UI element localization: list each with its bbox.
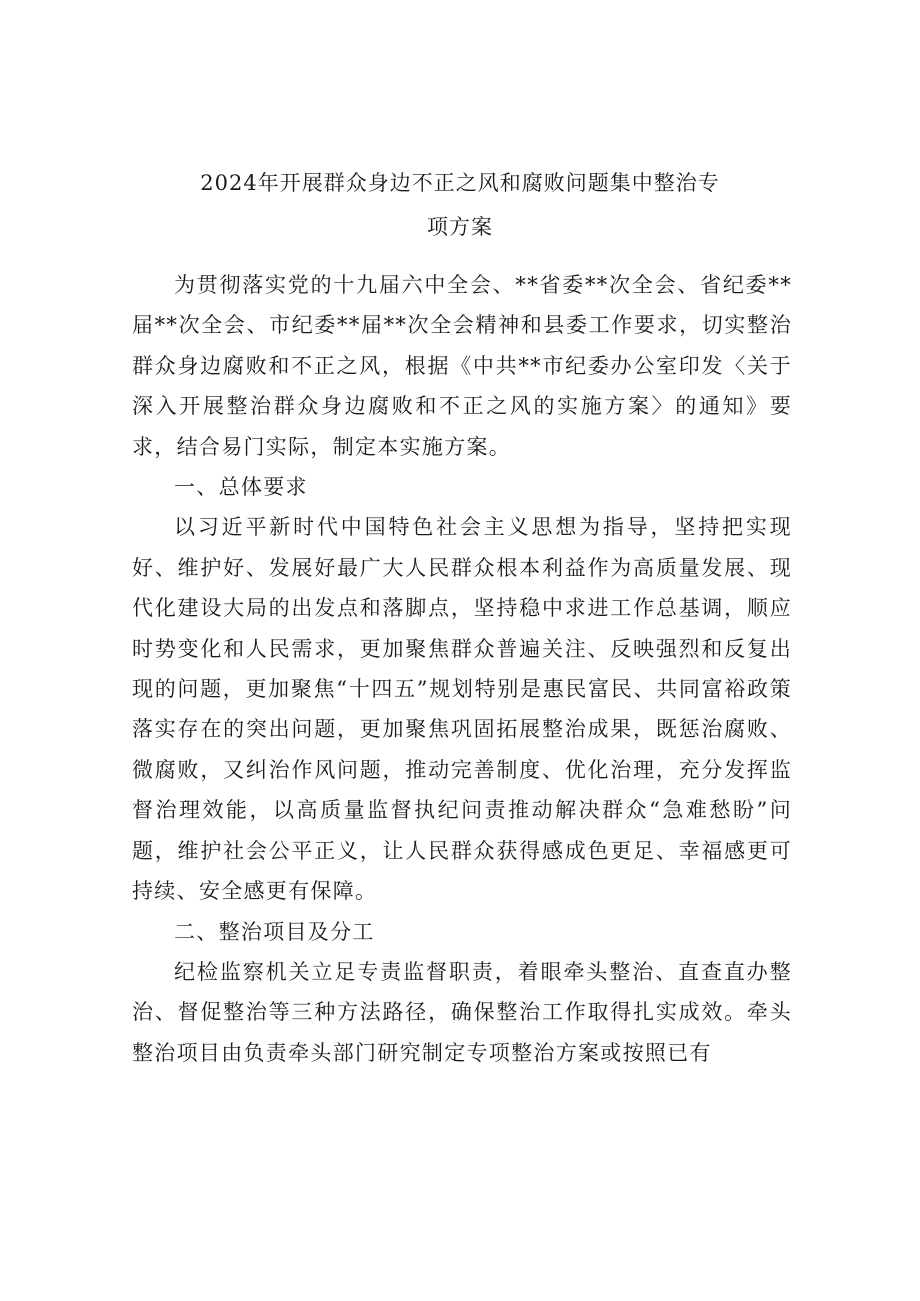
paragraph-overall-requirements: 以习近平新时代中国特色社会主义思想为指导，坚持把实现好、维护好、发展好最广大人民群众根本利益作为高质量发展、现代化建设大局的出发点和落脚点，坚持稳中求进工作总基调，顺应时势变化和人民需求，更加聚焦群众普遍关注、反映强烈和反复出现的问题，更加聚焦“十四五”规划特别是惠民富民、共同富裕政策落实存在的突出问题，更加聚焦巩固拓展整治成果，既惩治腐败、微腐败，又纠治作风问题，推动完善制度、优化治理，充分发挥监督治理效能，以高质量监督执纪问责推动解决群众“急难愁盼”问题，维护社会公平正义，让人民群众获得感成色更足、幸福感更可持续、安全感更有保障。 (132, 515, 792, 904)
section-heading-1: 一、总体要求 (174, 475, 308, 500)
section-heading-2: 二、整治项目及分工 (174, 919, 375, 944)
document-title-line-2: 项方案 (427, 215, 493, 239)
paragraph-projects: 纪检监察机关立足专责监督职责，着眼牵头整治、直查直办整治、督促整治等三种方法路径，确保整治工作取得扎实成效。牵头整治项目由负责牵头部门研究制定专项整治方案或按照已有 (132, 959, 792, 1065)
paragraph-intro: 为贯彻落实党的十九届六中全会、**省委**次全会、省纪委**届**次全会、市纪委**届**次全会精神和县委工作要求，切实整治群众身边腐败和不正之风，根据《中共**市纪委办公室印发〈关于深入开展整治群众身边腐败和不正之风的实施方案〉的通知》要求，结合易门实际，制定本实施方案。 (132, 273, 792, 459)
document-title-line-1: 2024年开展群众身边不正之风和腐败问题集中整治专 (200, 171, 720, 195)
document-body (132, 265, 792, 1073)
